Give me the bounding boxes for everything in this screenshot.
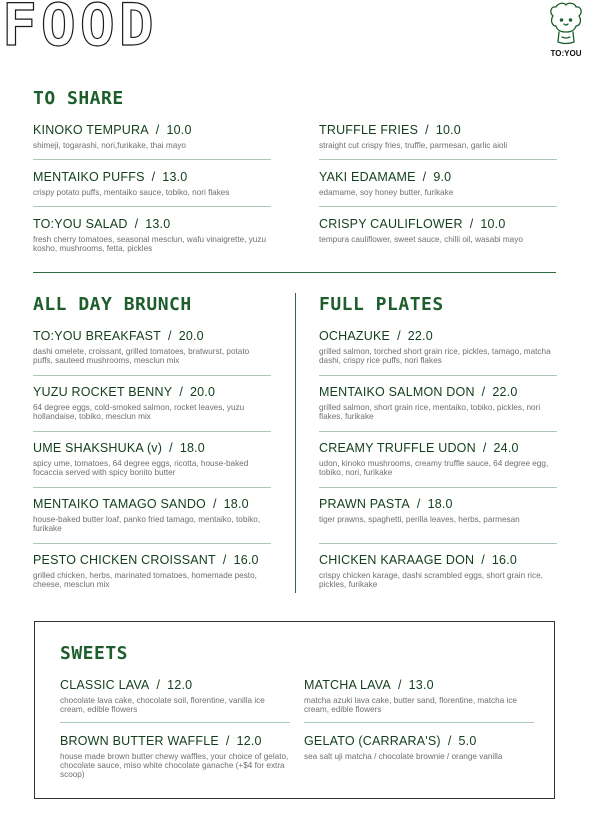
item-divider [319, 159, 557, 160]
item-divider [33, 206, 271, 207]
menu-item: CHICKEN KARAAGE DON / 16.0 crispy chicken karage, dashi scrambled eggs, short grain rice, pickles, furikake [319, 553, 557, 589]
menu-item: PRAWN PASTA / 18.0 tiger prawns, spaghetti, perilla leaves, herbs, parmesan [319, 497, 557, 524]
menu-item: CREAMY TRUFFLE UDON / 24.0 udon, kinoko mushrooms, creamy truffle sauce, 64 degree egg, tobiko, nori, furikake [319, 441, 557, 477]
column-divider [295, 293, 296, 593]
dog-mascot-icon [545, 2, 587, 48]
item-price: 10.0 [480, 217, 506, 231]
item-description: house made brown butter chewy waffles, your choice of gelato, chocolate sauce, miso white chocolate ganache (+$4 for extra scoop) [60, 752, 289, 779]
section-heading-to-share: TO SHARE [33, 88, 124, 109]
item-name: MENTAIKO SALMON DON [319, 385, 475, 399]
menu-item: GELATO (CARRARA'S) / 5.0 sea salt uji matcha / chocolate brownie / orange vanilla [304, 734, 534, 761]
item-description: edamame, soy honey butter, furikake [319, 188, 454, 197]
item-divider [319, 487, 557, 488]
item-price: 18.0 [427, 497, 453, 511]
item-name: YUZU ROCKET BENNY [33, 385, 173, 399]
menu-title: FOOD [2, 0, 158, 59]
section-divider [33, 272, 556, 273]
item-price: 16.0 [491, 553, 518, 567]
item-description: grilled salmon, torched short grain rice, pickles, tamago, matcha dashi, crispy rice puffs, nori flakes [319, 347, 551, 365]
item-description: dashi omelete, croissant, grilled tomatoes, bratwurst, potato puffs, sauteed mushrooms, mesclun mix [33, 347, 250, 365]
menu-item: CLASSIC LAVA / 12.0 chocolate lava cake, chocolate soil, florentine, vanilla ice cream, edible flowers [60, 678, 290, 714]
logo-text: TO:YOU [550, 49, 582, 58]
item-price: 10.0 [166, 123, 192, 137]
item-name: CRISPY CAULIFLOWER [319, 217, 463, 231]
item-divider [33, 487, 271, 488]
item-description: house-baked butter loaf, panko fried tamago, mentaiko, tobiko, furikake [33, 515, 261, 533]
item-name: PRAWN PASTA [319, 497, 410, 511]
item-name: TO:YOU BREAKFAST [33, 329, 161, 343]
menu-item: MENTAIKO SALMON DON / 22.0 grilled salmon, short grain rice, mentaiko, tobiko, pickles, nori flakes, furikake [319, 385, 557, 421]
item-description: shimeji, togarashi, nori,furikake, thai mayo [33, 141, 186, 150]
item-name: GELATO (CARRARA'S) [304, 734, 441, 748]
item-name: CLASSIC LAVA [60, 678, 150, 692]
item-description: crispy chicken karage, dashi scrambled eggs, short grain rice, pickles, furikake [319, 571, 543, 589]
item-name: CREAMY TRUFFLE UDON [319, 441, 476, 455]
item-divider [33, 431, 271, 432]
toyou-logo [545, 2, 587, 60]
item-name: MENTAIKO PUFFS [33, 170, 145, 184]
item-divider [319, 431, 557, 432]
item-description: spicy ume, tomatoes, 64 degree eggs, ricotta, house-baked focaccia served with spicy bonito butter [33, 459, 249, 477]
item-price: 10.0 [435, 123, 461, 137]
item-divider [33, 159, 271, 160]
menu-item: TRUFFLE FRIES / 10.0 straight cut crispy fries, truffle, parmesan, garlic aioli [319, 123, 557, 150]
item-description: tiger prawns, spaghetti, perilla leaves, herbs, parmesan [319, 515, 520, 524]
item-price: 5.0 [458, 734, 477, 748]
item-price: 9.0 [433, 170, 452, 184]
menu-item: BROWN BUTTER WAFFLE / 12.0 house made brown butter chewy waffles, your choice of gelato, chocolate sauce, miso white chocolate ganache (+$4 for extra scoop) [60, 734, 289, 779]
item-price: 12.0 [236, 734, 262, 748]
item-name: OCHAZUKE [319, 329, 391, 343]
item-divider [319, 543, 557, 544]
item-price: 20.0 [178, 329, 204, 343]
item-divider [319, 375, 557, 376]
item-price: 22.0 [492, 385, 518, 399]
item-description: tempura cauliflower, sweet sauce, chilli oil, wasabi mayo [319, 235, 523, 244]
menu-item: UME SHAKSHUKA (v) / 18.0 spicy ume, tomatoes, 64 degree eggs, ricotta, house-baked focaccia served with spicy bonito butter [33, 441, 271, 477]
item-price: 18.0 [223, 497, 249, 511]
item-price: 12.0 [167, 678, 193, 692]
item-divider [60, 722, 290, 723]
item-price: 18.0 [179, 441, 205, 455]
item-name: UME SHAKSHUKA (v) [33, 441, 163, 455]
item-description: grilled chicken, herbs, marinated tomatoes, homemade pesto, cheese, mesclun mix [33, 571, 257, 589]
menu-item: MENTAIKO TAMAGO SANDO / 18.0 house-baked butter loaf, panko fried tamago, mentaiko, tobiko, furikake [33, 497, 271, 533]
menu-item: MATCHA LAVA / 13.0 matcha azuki lava cake, butter sand, florentine, matcha ice cream, edible flowers [304, 678, 534, 714]
item-price: 24.0 [493, 441, 519, 455]
menu-item: YAKI EDAMAME / 9.0 edamame, soy honey butter, furikake [319, 170, 557, 197]
item-price: 22.0 [407, 329, 433, 343]
item-name: MATCHA LAVA [304, 678, 391, 692]
item-description: fresh cherry tomatoes, seasonal mesclun, wafu vinaigrette, yuzu kosho, mushrooms, fetta, pickles [33, 235, 266, 253]
section-heading-brunch: ALL DAY BRUNCH [33, 294, 192, 315]
item-name: MENTAIKO TAMAGO SANDO [33, 497, 206, 511]
item-price: 13.0 [145, 217, 171, 231]
item-divider [33, 543, 271, 544]
item-name: TO:YOU SALAD [33, 217, 128, 231]
menu-item: YUZU ROCKET BENNY / 20.0 64 degree eggs, cold-smoked salmon, rocket leaves, yuzu hollandaise, tobiko, mesclun mix [33, 385, 271, 421]
item-divider [319, 206, 557, 207]
menu-item: TO:YOU BREAKFAST / 20.0 dashi omelete, croissant, grilled tomatoes, bratwurst, potato puffs, sauteed mushrooms, mesclun mix [33, 329, 271, 365]
item-name: CHICKEN KARAAGE DON [319, 553, 475, 567]
menu-item: MENTAIKO PUFFS / 13.0 crispy potato puffs, mentaiko sauce, tobiko, nori flakes [33, 170, 271, 197]
item-divider [304, 722, 534, 723]
item-price: 13.0 [408, 678, 434, 692]
item-price: 13.0 [162, 170, 188, 184]
item-name: KINOKO TEMPURA [33, 123, 149, 137]
item-price: 16.0 [233, 553, 259, 567]
item-price: 20.0 [190, 385, 216, 399]
item-description: udon, kinoko mushrooms, creamy truffle sauce, 64 degree egg, tobiko, nori, furikake [319, 459, 549, 477]
item-name: PESTO CHICKEN CROISSANT [33, 553, 216, 567]
item-description: chocolate lava cake, chocolate soil, florentine, vanilla ice cream, edible flowers [60, 696, 265, 714]
item-name: YAKI EDAMAME [319, 170, 416, 184]
menu-item: TO:YOU SALAD / 13.0 fresh cherry tomatoes, seasonal mesclun, wafu vinaigrette, yuzu kosho, mushrooms, fetta, pickles [33, 217, 271, 253]
item-description: matcha azuki lava cake, butter sand, florentine, matcha ice cream, edible flowers [304, 696, 517, 714]
item-description: straight cut crispy fries, truffle, parmesan, garlic aioli [319, 141, 508, 150]
menu-item: CRISPY CAULIFLOWER / 10.0 tempura cauliflower, sweet sauce, chilli oil, wasabi mayo [319, 217, 557, 244]
item-name: TRUFFLE FRIES [319, 123, 419, 137]
menu-item: PESTO CHICKEN CROISSANT / 16.0 grilled chicken, herbs, marinated tomatoes, homemade pesto, cheese, mesclun mix [33, 553, 271, 589]
item-description: crispy potato puffs, mentaiko sauce, tobiko, nori flakes [33, 188, 230, 197]
section-heading-full-plates: FULL PLATES [319, 294, 444, 315]
menu-item: KINOKO TEMPURA / 10.0 shimeji, togarashi, nori,furikake, thai mayo [33, 123, 271, 150]
item-name: BROWN BUTTER WAFFLE [60, 734, 219, 748]
item-description: sea salt uji matcha / chocolate brownie / orange vanilla [304, 752, 503, 761]
item-description: 64 degree eggs, cold-smoked salmon, rocket leaves, yuzu hollandaise, tobiko, mesclun mix [33, 403, 245, 421]
item-divider [33, 375, 271, 376]
menu-item: OCHAZUKE / 22.0 grilled salmon, torched short grain rice, pickles, tamago, matcha dashi, crispy rice puffs, nori flakes [319, 329, 557, 365]
item-description: grilled salmon, short grain rice, mentaiko, tobiko, pickles, nori flakes, furikake [319, 403, 541, 421]
section-heading-sweets: SWEETS [60, 643, 129, 664]
